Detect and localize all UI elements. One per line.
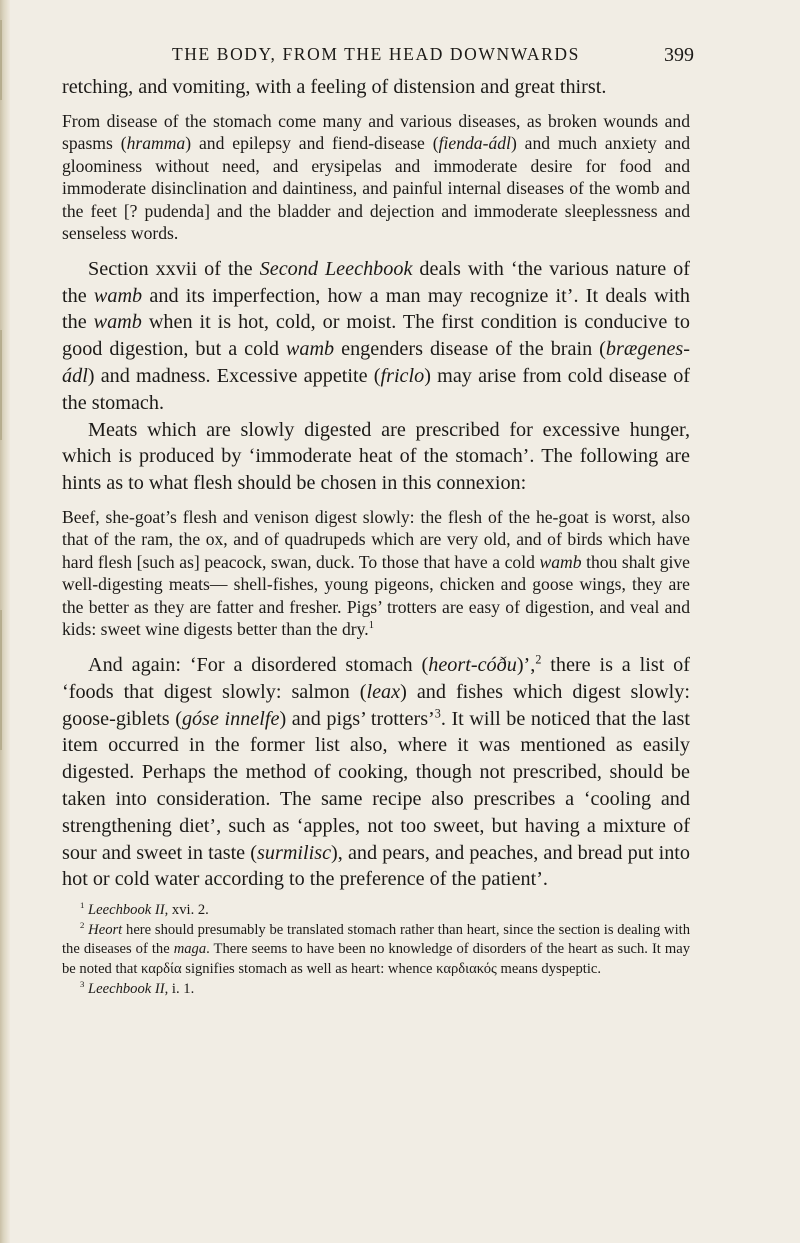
body-paragraph: [62, 256, 690, 417]
text-run: there is a list of ‘foods that digest slowly: salmon (: [62, 653, 690, 703]
old-english-term: friclo: [380, 364, 425, 387]
page-gutter-shadow: [0, 0, 10, 1243]
footnotes: [62, 901, 690, 999]
quoted-passage: [62, 110, 690, 245]
footnote: [62, 921, 690, 980]
book-title: Second Leechbook: [259, 257, 413, 280]
old-english-term: wamb: [285, 338, 335, 361]
footnote-ref: 3: [434, 705, 441, 720]
old-english-term: wamb: [539, 551, 582, 572]
text-run: ) and fishes which digest slowly: goose-giblets (: [62, 680, 690, 730]
old-english-term: maga: [173, 941, 207, 958]
text-run: ) and epilepsy and fiend-disease (: [185, 133, 439, 154]
footnote: [62, 901, 690, 921]
text-run: ) and pigs’ trotters’: [279, 707, 435, 730]
text-run: retching, and vomiting, with a feeling of distension and great thirst.: [62, 76, 607, 98]
page-number: 399: [664, 44, 694, 66]
text-run: and its imperfection, how a man may recognize it’. It deals with the: [62, 284, 690, 334]
paragraph-continuation: [62, 74, 690, 101]
old-english-term: fienda-ádl: [438, 133, 511, 154]
text-run: ) and much anxiety and gloominess without need, and erysipelas and immoderate desire for food and immoderate disinclination and daintiness, and painful internal diseases of the womb and the feet [? pudenda] and the bladder and dejection and immoderate sleeplessness and senseless words.: [62, 133, 690, 244]
text-run: thou shalt give well-digesting meats— shell-fishes, young pigeons, chicken and goose wings, they are the better as they are fatter and fresher. Pigs’ trotters are easy of digestion, and veal and kids: sweet wine digests better than the dry.: [62, 551, 690, 640]
text-run: Meats which are slowly digested are prescribed for excessive hunger, which is produced by ‘immoderate heat of the stomach’. The following are hints as to what flesh should be chosen in this connexion:: [62, 418, 690, 495]
old-english-term: wamb: [93, 284, 143, 307]
body-paragraph: [62, 417, 690, 497]
text-run: . It will be noticed that the last item occurred in the former list also, where it was mentioned as easily digested. Perhaps the method of cooking, though not prescribed, should be taken into consideration. The same recipe also prescribes a ‘cooling and strengthening diet’, such as ‘apples, not too sweet, but having a mixture of sour and sweet in taste (: [62, 707, 690, 864]
book-title: Leechbook II: [88, 902, 165, 919]
old-english-term: Heort: [88, 921, 123, 938]
old-english-term: brægenes-ádl: [62, 338, 691, 387]
old-english-term: heort-cóðu: [428, 653, 517, 676]
old-english-term: leax: [366, 680, 401, 703]
text-run: ) may arise from cold disease of the stomach.: [62, 364, 691, 414]
footnote-number: 1: [80, 900, 85, 911]
old-english-term: góse innelfe: [181, 707, 280, 730]
body-paragraph: [62, 652, 690, 893]
footnote-ref: 2: [535, 652, 542, 667]
book-page: [62, 40, 694, 999]
text-run: From disease of the stomach come many and various diseases, as broken wounds and spasms (: [62, 110, 690, 154]
footnote-number: 2: [80, 919, 85, 930]
text-run: Section xxvii of the: [88, 257, 260, 280]
text-run: ), and pears, and peaches, and bread put into hot or cold water according to the preference of the patient’.: [62, 841, 690, 891]
text-run: engenders disease of the brain (: [334, 338, 606, 361]
text-run: )’,: [516, 653, 536, 676]
text-run: . There seems to have been no knowledge of disorders of the heart as such. It may be noted that καρδία signifies stomach as well as heart: whence καρδιακός means dyspeptic.: [62, 941, 690, 977]
text-run: , xvi. 2.: [164, 902, 209, 919]
gutter-mark: [0, 20, 2, 100]
text-run: when it is hot, cold, or moist. The first condition is conducive to good digestion, but a cold: [62, 311, 690, 361]
old-english-term: hramma: [126, 133, 186, 154]
text-run: Beef, she-goat’s flesh and venison digest slowly: the flesh of the he-goat is worst, also that of the ram, the ox, and of quadrupeds which are very old, and of birds which have hard flesh [such as] peacock, swan, duck. To those that have a cold: [62, 506, 690, 572]
text-run: here should presumably be translated stomach rather than heart, since the section is dealing with the diseases of the: [62, 921, 690, 958]
running-title: THE BODY, FROM THE HEAD DOWNWARDS: [172, 44, 580, 64]
text-run: ) and madness. Excessive appetite (: [87, 364, 381, 387]
running-head: [62, 40, 694, 68]
text-run: , i. 1.: [164, 980, 195, 997]
quoted-passage: [62, 506, 690, 641]
gutter-mark: [0, 610, 2, 750]
footnote-ref: 1: [368, 620, 374, 632]
footnote-number: 3: [80, 978, 85, 989]
book-title: Leechbook II: [88, 980, 165, 997]
gutter-mark: [0, 330, 2, 440]
text-run: And again: ‘For a disordered stomach (: [88, 653, 429, 676]
old-english-term: surmilisc: [257, 841, 332, 864]
old-english-term: wamb: [93, 311, 142, 334]
text-run: deals with ‘the various nature of the: [62, 257, 690, 307]
footnote: [62, 980, 690, 1000]
